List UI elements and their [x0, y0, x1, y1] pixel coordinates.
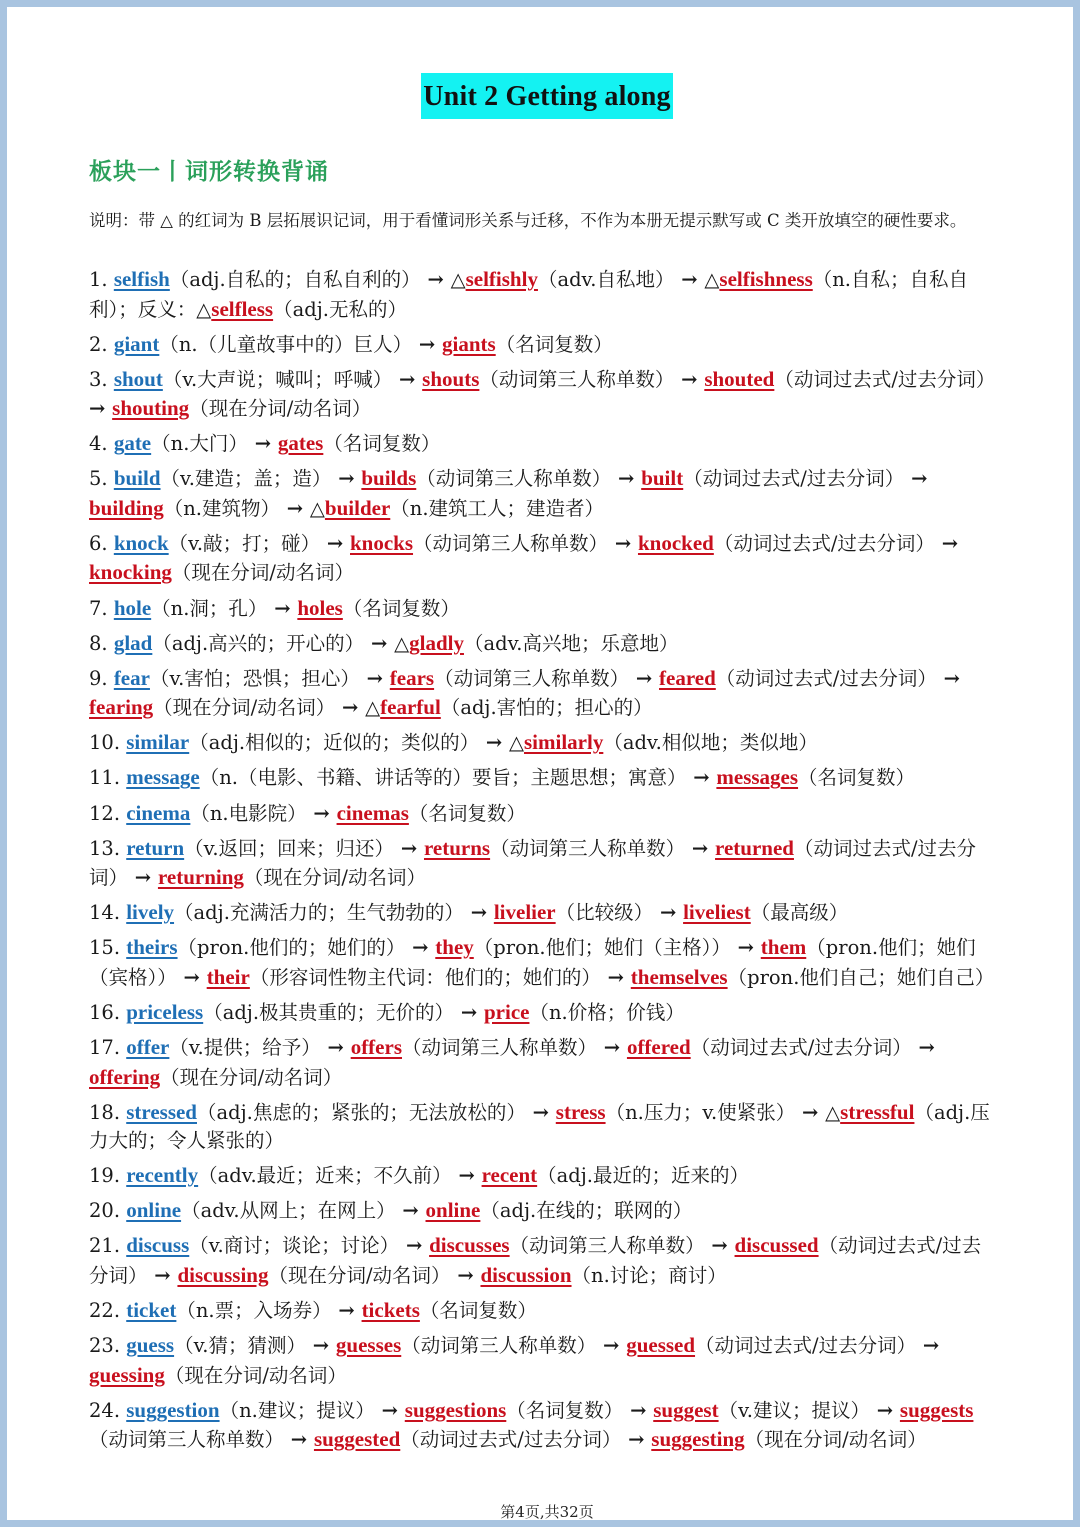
- word-entry: [89, 1033, 999, 1092]
- headword: priceless: [126, 999, 204, 1024]
- arrow-symbol: →: [280, 496, 310, 520]
- entry-number: 23.: [89, 1334, 127, 1358]
- gloss-text: （adj.焦虑的；紧张的；无法放松的）: [197, 1100, 526, 1124]
- headword: discuss: [126, 1233, 190, 1258]
- gloss-text: （比较级）: [555, 901, 654, 925]
- derived-word: feared: [659, 665, 716, 690]
- gloss-text: （动词过去式/过去分词）: [683, 467, 905, 491]
- headword: offer: [126, 1035, 170, 1059]
- entry-number: 5.: [89, 467, 114, 491]
- arrow-symbol: →: [525, 1100, 556, 1124]
- arrow-symbol: →: [359, 666, 390, 690]
- arrow-symbol: →: [420, 268, 451, 291]
- gloss-text: （最高级）: [750, 901, 849, 925]
- triangle-marker: △: [309, 496, 325, 520]
- arrow-symbol: →: [450, 1263, 481, 1287]
- derived-word: returns: [423, 835, 491, 860]
- word-entry: [89, 664, 999, 723]
- gloss-text: （n.讨论；商讨）: [571, 1263, 727, 1287]
- arrow-symbol: →: [621, 1428, 652, 1452]
- gloss-text: （动词过去式/过去分词）: [690, 1036, 912, 1059]
- entry-number: 19.: [89, 1164, 127, 1188]
- headword: selfish: [113, 267, 170, 291]
- gloss-text: （n.建议；提议）: [219, 1398, 375, 1422]
- gloss-text: （v.害怕；恐惧；担心）: [149, 666, 360, 690]
- headword: ticket: [126, 1297, 177, 1322]
- derived-word: liveliest: [683, 900, 751, 925]
- gloss-text: （v.提供；给予）: [169, 1036, 321, 1059]
- triangle-marker: △: [394, 631, 410, 655]
- gloss-text: （动词过去式/过去分词）: [774, 367, 996, 391]
- derived-word: guessed: [626, 1333, 696, 1358]
- headword: theirs: [126, 935, 178, 960]
- gloss-text: （adj.自私的；自私自利的）: [169, 268, 421, 291]
- derived-word: suggestions: [404, 1397, 507, 1422]
- gloss-text: （adj.害怕的；担心的）: [440, 696, 653, 720]
- headword: glad: [113, 630, 153, 655]
- derived-word: shouting: [112, 396, 190, 421]
- word-entry: [89, 1098, 999, 1156]
- derived-word: knocking: [89, 560, 172, 585]
- gloss-text: （n.价格；价钱）: [529, 1000, 685, 1024]
- gloss-text: （v.建议；提议）: [718, 1398, 870, 1422]
- derived-word: building: [89, 495, 164, 520]
- gloss-text: （adj.无私的）: [273, 297, 407, 321]
- arrow-symbol: →: [623, 1398, 654, 1422]
- arrow-symbol: →: [331, 467, 362, 491]
- derived-word: returned: [715, 835, 794, 860]
- derived-word: returning: [157, 865, 244, 890]
- arrow-symbol: →: [479, 731, 509, 755]
- derived-word: livelier: [493, 900, 556, 925]
- derived-word: knocked: [637, 530, 714, 555]
- arrow-symbol: →: [596, 1334, 627, 1358]
- word-entry: [89, 898, 999, 928]
- gloss-text: （动词第三人称单数）: [434, 666, 630, 690]
- gloss-text: （v.猜；猜测）: [174, 1334, 306, 1358]
- headword: lively: [126, 900, 175, 925]
- word-entry: [89, 594, 999, 624]
- entry-number: 8.: [89, 631, 114, 655]
- derived-word: knocks: [350, 530, 414, 555]
- triangle-marker: △: [196, 297, 212, 321]
- gloss-text: （pron.他们自己；她们自己）: [727, 965, 995, 989]
- derived-word: gladly: [409, 630, 464, 655]
- gloss-text: （动词第三人称单数）: [416, 467, 612, 491]
- entry-number: 12.: [89, 801, 127, 825]
- gloss-text: （adj.极其贵重的；无价的）: [203, 1000, 455, 1024]
- word-entry: [89, 933, 999, 992]
- gloss-text: （动词第三人称单数）: [479, 367, 675, 391]
- arrow-symbol: →: [176, 965, 207, 989]
- arrow-symbol: →: [608, 531, 638, 555]
- word-entry: [89, 799, 999, 829]
- arrow-symbol: →: [451, 1164, 482, 1188]
- page-footer: 第4页,共32页: [500, 1503, 594, 1521]
- entry-number: 7.: [89, 596, 114, 620]
- arrow-symbol: →: [147, 1263, 178, 1287]
- gloss-text: （现在分词/动名词）: [268, 1263, 451, 1287]
- arrow-symbol: →: [653, 901, 684, 925]
- derived-word: them: [760, 935, 807, 960]
- gloss-text: （动词过去式/过去分词）: [715, 666, 937, 690]
- gloss-text: （动词第三人称单数）: [401, 1334, 597, 1358]
- arrow-symbol: →: [374, 1398, 405, 1422]
- gloss-text: （动词过去式/过去分词）: [89, 1234, 982, 1287]
- word-entry: [89, 629, 999, 659]
- arrow-symbol: →: [685, 836, 716, 860]
- entry-number: 21.: [89, 1234, 127, 1258]
- gloss-text: （名词复数）: [323, 432, 441, 456]
- gloss-text: （adj.高兴的；开心的）: [152, 631, 365, 655]
- word-entry: [89, 728, 999, 758]
- word-entry: [89, 1331, 999, 1390]
- gloss-text: （adj.在线的；联网的）: [480, 1199, 693, 1223]
- entry-number: 15.: [89, 936, 127, 960]
- triangle-marker: △: [509, 731, 524, 755]
- derived-word: fearful: [380, 695, 441, 720]
- triangle-marker: △: [825, 1100, 841, 1124]
- arrow-symbol: →: [869, 1398, 900, 1422]
- headword: similar: [126, 730, 190, 755]
- arrow-symbol: →: [916, 1334, 940, 1358]
- derived-word: they: [435, 935, 474, 960]
- headword: suggestion: [126, 1397, 220, 1422]
- gloss-text: （adj.相似的；近似的；类似的）: [189, 731, 480, 755]
- derived-word: suggest: [653, 1397, 719, 1422]
- derived-word: stressful: [840, 1099, 915, 1124]
- gloss-text: （pron.他们；她们（宾格））: [89, 936, 976, 989]
- derived-word: builder: [324, 495, 391, 520]
- arrow-symbol: →: [395, 1199, 426, 1223]
- arrow-symbol: →: [284, 1428, 314, 1452]
- arrow-symbol: →: [320, 1036, 351, 1059]
- word-entry-list: [89, 265, 999, 1460]
- derived-word: built: [641, 466, 684, 491]
- word-entry: [89, 529, 999, 588]
- gloss-text: （adj.压力大的；令人紧张的）: [89, 1100, 990, 1153]
- derived-word: their: [206, 964, 250, 989]
- entry-number: 2.: [89, 332, 114, 356]
- arrow-symbol: →: [600, 965, 631, 989]
- word-entry: [89, 1161, 999, 1191]
- gloss-text: （adv.高兴地；乐意地）: [463, 631, 679, 655]
- derived-word: suggests: [899, 1397, 974, 1422]
- arrow-symbol: →: [674, 268, 705, 291]
- derived-word: suggesting: [651, 1427, 745, 1452]
- headword: online: [126, 1198, 182, 1223]
- arrow-symbol: →: [399, 1234, 430, 1258]
- gloss-text: （v.返回；回来；归还）: [184, 836, 395, 860]
- entry-number: 1.: [89, 268, 114, 291]
- arrow-symbol: →: [394, 836, 424, 860]
- entry-number: 11.: [89, 766, 127, 790]
- derived-word: fearing: [89, 695, 154, 720]
- derived-word: recent: [481, 1163, 538, 1188]
- word-entry: [89, 1296, 999, 1326]
- gloss-text: （现在分词/动名词）: [243, 866, 426, 890]
- gloss-text: （n.大门）: [151, 432, 248, 456]
- gloss-text: （v.大声说；喊叫；呼喊）: [162, 367, 393, 391]
- gloss-text: （现在分词/动名词）: [171, 561, 354, 585]
- entry-number: 6.: [89, 531, 114, 555]
- gloss-text: （名词复数）: [798, 766, 916, 790]
- gloss-text: （n.（儿童故事中的）巨人）: [159, 332, 413, 356]
- arrow-symbol: →: [331, 1298, 362, 1322]
- derived-word: tickets: [361, 1297, 420, 1322]
- derived-word: messages: [716, 765, 799, 790]
- arrow-symbol: →: [795, 1100, 826, 1124]
- gloss-text: （现在分词/动名词）: [744, 1428, 927, 1452]
- gloss-text: （adj.最近的；近来的）: [537, 1164, 750, 1188]
- arrow-symbol: →: [364, 631, 395, 655]
- gloss-text: （v.敲；打；碰）: [168, 531, 321, 555]
- word-entry: [89, 834, 999, 893]
- entry-number: 18.: [89, 1100, 127, 1124]
- arrow-symbol: →: [934, 531, 959, 555]
- derived-word: discusses: [429, 1233, 510, 1258]
- arrow-symbol: →: [128, 866, 158, 890]
- word-entry: [89, 1396, 999, 1455]
- derived-word: guesses: [335, 1333, 402, 1358]
- arrow-symbol: →: [335, 696, 366, 720]
- word-entry: [89, 1196, 999, 1226]
- headword: fear: [113, 665, 150, 690]
- entry-number: 3.: [89, 367, 114, 391]
- headword: giant: [113, 331, 160, 356]
- triangle-marker: △: [704, 268, 720, 291]
- derived-word: themselves: [630, 964, 728, 989]
- derived-word: shouts: [422, 366, 480, 391]
- arrow-symbol: →: [674, 367, 705, 391]
- gloss-text: （n.（电影、书籍、讲话等的）要旨；主题思想；寓意）: [199, 766, 687, 790]
- gloss-text: （n.自私；自私自利）；反义：: [89, 268, 969, 321]
- triangle-marker: △: [365, 696, 381, 720]
- gloss-text: （现在分词/动名词）: [153, 696, 336, 720]
- gloss-text: （名词复数）: [342, 596, 460, 620]
- gloss-text: （n.建筑物）: [163, 496, 280, 520]
- headword: build: [113, 466, 161, 491]
- gloss-text: （名词复数）: [495, 332, 613, 356]
- headword: hole: [113, 595, 152, 620]
- derived-word: similarly: [524, 730, 604, 755]
- word-entry: [89, 330, 999, 360]
- arrow-symbol: →: [412, 332, 443, 356]
- headword: message: [126, 765, 200, 790]
- derived-word: discussion: [480, 1262, 572, 1287]
- derived-word: shouted: [704, 366, 775, 391]
- derived-word: cinemas: [336, 800, 409, 825]
- arrow-symbol: →: [463, 901, 494, 925]
- gloss-text: （n.建筑工人；建造者）: [390, 496, 605, 520]
- arrow-symbol: →: [454, 1000, 484, 1024]
- derived-word: guessing: [89, 1362, 165, 1387]
- word-entry: [89, 998, 999, 1028]
- arrow-symbol: →: [611, 467, 642, 491]
- gloss-text: （adv.最近；近来；不久前）: [198, 1164, 452, 1188]
- derived-word: selfless: [211, 296, 274, 321]
- gloss-text: （动词第三人称单数）: [490, 836, 686, 860]
- derived-word: holes: [297, 595, 343, 620]
- gloss-text: （动词过去式/过去分词）: [695, 1334, 917, 1358]
- arrow-symbol: →: [911, 1036, 935, 1059]
- arrow-symbol: →: [730, 936, 761, 960]
- derived-word: stress: [555, 1099, 606, 1124]
- derived-word: selfishness: [719, 267, 813, 291]
- derived-word: gates: [277, 431, 324, 456]
- arrow-symbol: →: [247, 432, 278, 456]
- headword: guess: [126, 1333, 175, 1358]
- derived-word: price: [483, 999, 530, 1024]
- headword: recently: [126, 1163, 199, 1188]
- headword: stressed: [126, 1099, 197, 1124]
- headword: return: [126, 835, 185, 860]
- entry-number: 22.: [89, 1298, 127, 1322]
- entry-number: 14.: [89, 901, 127, 925]
- gloss-text: （n.票；入场券）: [176, 1298, 332, 1322]
- entry-number: 10.: [89, 731, 127, 755]
- entry-number: 9.: [89, 666, 114, 690]
- derived-word: suggested: [313, 1427, 401, 1452]
- gloss-text: （adj.充满活力的；生气勃勃的）: [174, 901, 464, 925]
- derived-word: selfishly: [465, 267, 538, 291]
- derived-word: fears: [389, 665, 435, 690]
- gloss-text: （动词第三人称单数）: [89, 1428, 285, 1452]
- arrow-symbol: →: [936, 666, 961, 690]
- arrow-symbol: →: [89, 397, 113, 421]
- arrow-symbol: →: [306, 801, 337, 825]
- gloss-text: （名词复数）: [408, 801, 526, 825]
- section-heading: 板块一丨词形转换背诵: [89, 159, 329, 185]
- gloss-text: （动词过去式/过去分词）: [89, 836, 977, 890]
- derived-word: online: [425, 1198, 481, 1223]
- explanation-note: 说明：带 △ 的红词为 B 层拓展识记词，用于看懂词形关系与迁移，不作为本册无提示默写或 C 类开放填空的硬性要求。: [89, 211, 967, 230]
- derived-word: discussed: [734, 1233, 819, 1258]
- word-entry: [89, 763, 999, 793]
- gloss-text: （动词第三人称单数）: [413, 531, 609, 555]
- word-entry: [89, 429, 999, 459]
- gloss-text: （动词过去式/过去分词）: [400, 1428, 622, 1452]
- word-entry: [89, 365, 999, 424]
- arrow-symbol: →: [392, 367, 423, 391]
- gloss-text: （n.洞；孔）: [151, 596, 268, 620]
- triangle-marker: △: [450, 268, 466, 291]
- arrow-symbol: →: [320, 531, 350, 555]
- arrow-symbol: →: [704, 1234, 735, 1258]
- entry-number: 4.: [89, 432, 114, 456]
- gloss-text: （动词第三人称单数）: [509, 1234, 705, 1258]
- derived-word: giants: [442, 331, 496, 356]
- gloss-text: （名词复数）: [419, 1298, 537, 1322]
- gloss-text: （现在分词/动名词）: [160, 1065, 343, 1089]
- headword: knock: [113, 530, 169, 555]
- arrow-symbol: →: [686, 766, 717, 790]
- arrow-symbol: →: [629, 666, 660, 690]
- entry-number: 13.: [89, 836, 127, 860]
- entry-number: 17.: [89, 1036, 127, 1059]
- entry-number: 24.: [89, 1398, 127, 1422]
- gloss-text: （adv.相似地；类似地）: [603, 731, 818, 755]
- gloss-text: （adv.从网上；在网上）: [181, 1199, 396, 1223]
- arrow-symbol: →: [597, 1036, 627, 1059]
- gloss-text: （pron.他们的；她们的）: [177, 936, 406, 960]
- arrow-symbol: →: [904, 467, 928, 491]
- arrow-symbol: →: [305, 1334, 336, 1358]
- gloss-text: （名词复数）: [506, 1398, 624, 1422]
- derived-word: builds: [361, 466, 417, 491]
- gloss-text: （v.建造；盖；造）: [160, 467, 332, 491]
- gloss-text: （现在分词/动名词）: [189, 397, 372, 421]
- word-entry: [89, 464, 999, 523]
- derived-word: offered: [626, 1035, 691, 1059]
- word-entry: [89, 1231, 999, 1290]
- word-entry: [89, 265, 999, 324]
- unit-title: Unit 2 Getting along: [421, 73, 672, 119]
- gloss-text: （adv.自私地）: [537, 268, 675, 291]
- derived-word: offering: [89, 1064, 161, 1089]
- headword: shout: [113, 366, 163, 391]
- gloss-text: （v.商讨；谈论；讨论）: [189, 1234, 400, 1258]
- headword: cinema: [126, 800, 191, 825]
- gloss-text: （n.压力；v.使紧张）: [605, 1100, 796, 1124]
- gloss-text: （动词过去式/过去分词）: [713, 531, 935, 555]
- gloss-text: （动词第三人称单数）: [402, 1036, 598, 1059]
- headword: gate: [113, 431, 152, 456]
- arrow-symbol: →: [267, 596, 298, 620]
- arrow-symbol: →: [405, 936, 436, 960]
- gloss-text: （n.电影院）: [190, 801, 307, 825]
- gloss-text: （现在分词/动名词）: [164, 1363, 347, 1387]
- gloss-text: （pron.他们；她们（主格））: [473, 936, 731, 960]
- entry-number: 16.: [89, 1000, 127, 1024]
- entry-number: 20.: [89, 1199, 127, 1223]
- derived-word: discussing: [177, 1262, 269, 1287]
- title-wrap: [7, 73, 1080, 119]
- gloss-text: （形容词性物主代词：他们的；她们的）: [249, 965, 601, 989]
- derived-word: offers: [350, 1035, 402, 1059]
